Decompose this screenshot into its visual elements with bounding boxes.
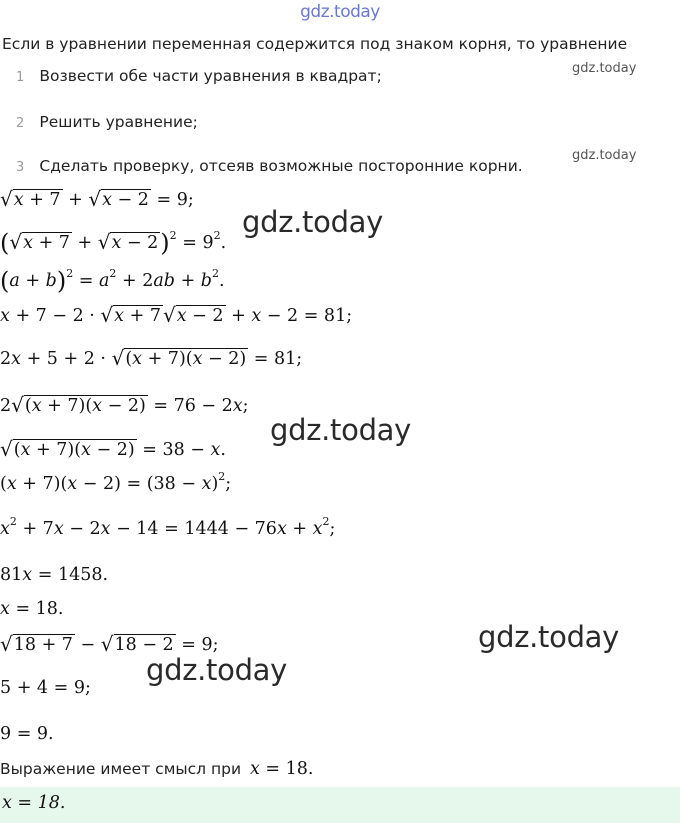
large-watermark: gdz.today (478, 620, 620, 654)
math-line-8: $(x + 7)(x - 2) = (38 - x)^2$; (0, 470, 232, 494)
answer-highlight (0, 787, 680, 823)
math-line-10: 81x = 1458. (0, 565, 109, 585)
intro-text: Если в уравнении переменная содержится под знаком корня, то уравнение (2, 35, 628, 53)
math-line-9: $x^2 + 7x - 2x - 14 = 1444 - 76x + x^2$; (0, 515, 336, 539)
small-watermark: gdz.today (572, 61, 637, 76)
step-item-2 (16, 112, 198, 131)
math-line-12: √18 + 7 − √18 − 2 = 9; (0, 632, 219, 656)
top-watermark: gdz.today (300, 2, 380, 22)
step-item-1 (16, 66, 382, 85)
math-line-6: 2√(x + 7)(x − 2) = 76 − 2x; (0, 393, 249, 417)
step-item-3 (16, 156, 523, 175)
math-line-13: 5 + 4 = 9; (0, 678, 91, 698)
large-watermark: gdz.today (242, 205, 384, 239)
step-number: 3 (16, 160, 25, 175)
large-watermark: gdz.today (270, 413, 412, 447)
math-line-14: 9 = 9. (0, 724, 54, 744)
step-text: Возвести обе части уравнения в квадрат; (39, 67, 382, 85)
answer-text: x = 18. (2, 793, 66, 813)
math-line-4: x + 7 − 2 · √x + 7 √x − 2 + x − 2 = 81; (0, 303, 353, 327)
step-text: Решить уравнение; (39, 113, 198, 131)
step-number: 2 (16, 116, 25, 131)
math-line-1: √x + 7 + √x − 2 = 9; (0, 187, 194, 211)
math-line-11: x = 18. (0, 599, 64, 619)
math-line-2: $(√x + 7 + √x - 2)^2 = 9^2$. (0, 229, 227, 257)
math-line-7: √(x + 7)(x − 2) = 38 − x. (0, 437, 226, 461)
math-line-5: 2x + 5 + 2 · √(x + 7)(x − 2) = 81; (0, 346, 303, 370)
large-watermark: gdz.today (146, 653, 288, 687)
conclusion-line: Выражение имеет смысл при x = 18. (0, 759, 314, 779)
conclusion-text: Выражение имеет смысл при (0, 760, 242, 778)
math-line-3: $(a + b)^2 = a^2 + 2ab + b^2$. (0, 267, 225, 295)
step-number: 1 (16, 70, 25, 85)
step-text: Сделать проверку, отсеяв возможные посторонние корни. (39, 157, 523, 175)
small-watermark: gdz.today (572, 148, 637, 163)
